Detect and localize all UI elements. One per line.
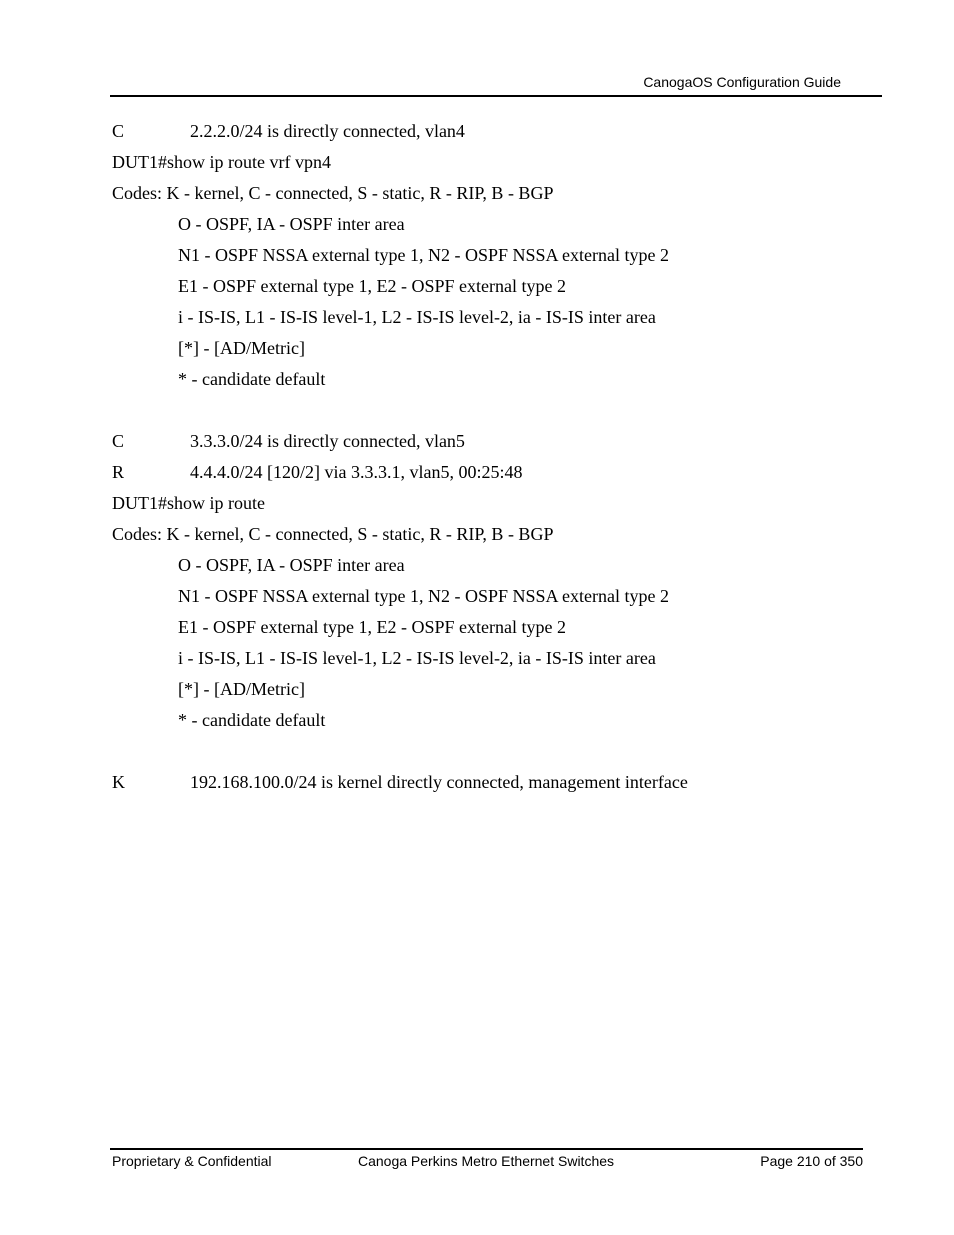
document-body xyxy=(112,116,872,798)
command-line: DUT1#show ip route vrf vpn4 xyxy=(112,152,331,172)
route-code: R xyxy=(112,462,125,482)
footer-rule xyxy=(110,1148,863,1150)
header-rule xyxy=(110,95,882,97)
codes-line: * - candidate default xyxy=(178,710,326,730)
route-code: C xyxy=(112,121,125,141)
route-text: 3.3.3.0/24 is directly connected, vlan5 xyxy=(190,431,465,451)
command-line: DUT1#show ip route xyxy=(112,493,265,513)
footer-confidential: Proprietary & Confidential xyxy=(112,1153,272,1169)
codes-line: Codes: K - kernel, C - connected, S - static, R - RIP, B - BGP xyxy=(112,183,554,203)
codes-line: [*] - [AD/Metric] xyxy=(178,338,305,358)
codes-line: O - OSPF, IA - OSPF inter area xyxy=(178,214,405,234)
codes-line: * - candidate default xyxy=(178,369,326,389)
route-code: C xyxy=(112,431,125,451)
footer-page-number: Page 210 of 350 xyxy=(760,1153,863,1169)
route-line xyxy=(112,116,872,147)
codes-line: Codes: K - kernel, C - connected, S - static, R - RIP, B - BGP xyxy=(112,524,554,544)
route-line xyxy=(112,767,872,798)
codes-line: N1 - OSPF NSSA external type 1, N2 - OSPF NSSA external type 2 xyxy=(178,245,670,265)
codes-line: i - IS-IS, L1 - IS-IS level-1, L2 - IS-IS level-2, ia - IS-IS inter area xyxy=(178,648,656,668)
route-line xyxy=(112,457,872,488)
codes-line: E1 - OSPF external type 1, E2 - OSPF external type 2 xyxy=(178,617,566,637)
route-line xyxy=(112,426,872,457)
blank-line xyxy=(112,736,872,767)
blank-line xyxy=(112,395,872,426)
route-text: 4.4.4.0/24 [120/2] via 3.3.3.1, vlan5, 00:25:48 xyxy=(190,462,523,482)
codes-line: N1 - OSPF NSSA external type 1, N2 - OSPF NSSA external type 2 xyxy=(178,586,670,606)
header-title: CanogaOS Configuration Guide xyxy=(643,74,841,90)
codes-line: O - OSPF, IA - OSPF inter area xyxy=(178,555,405,575)
route-text: 2.2.2.0/24 is directly connected, vlan4 xyxy=(190,121,465,141)
route-text: 192.168.100.0/24 is kernel directly connected, management interface xyxy=(190,772,688,792)
codes-line: i - IS-IS, L1 - IS-IS level-1, L2 - IS-IS level-2, ia - IS-IS inter area xyxy=(178,307,656,327)
footer-product: Canoga Perkins Metro Ethernet Switches xyxy=(358,1153,615,1169)
codes-line: E1 - OSPF external type 1, E2 - OSPF external type 2 xyxy=(178,276,566,296)
codes-line: [*] - [AD/Metric] xyxy=(178,679,305,699)
route-code: K xyxy=(112,772,125,792)
